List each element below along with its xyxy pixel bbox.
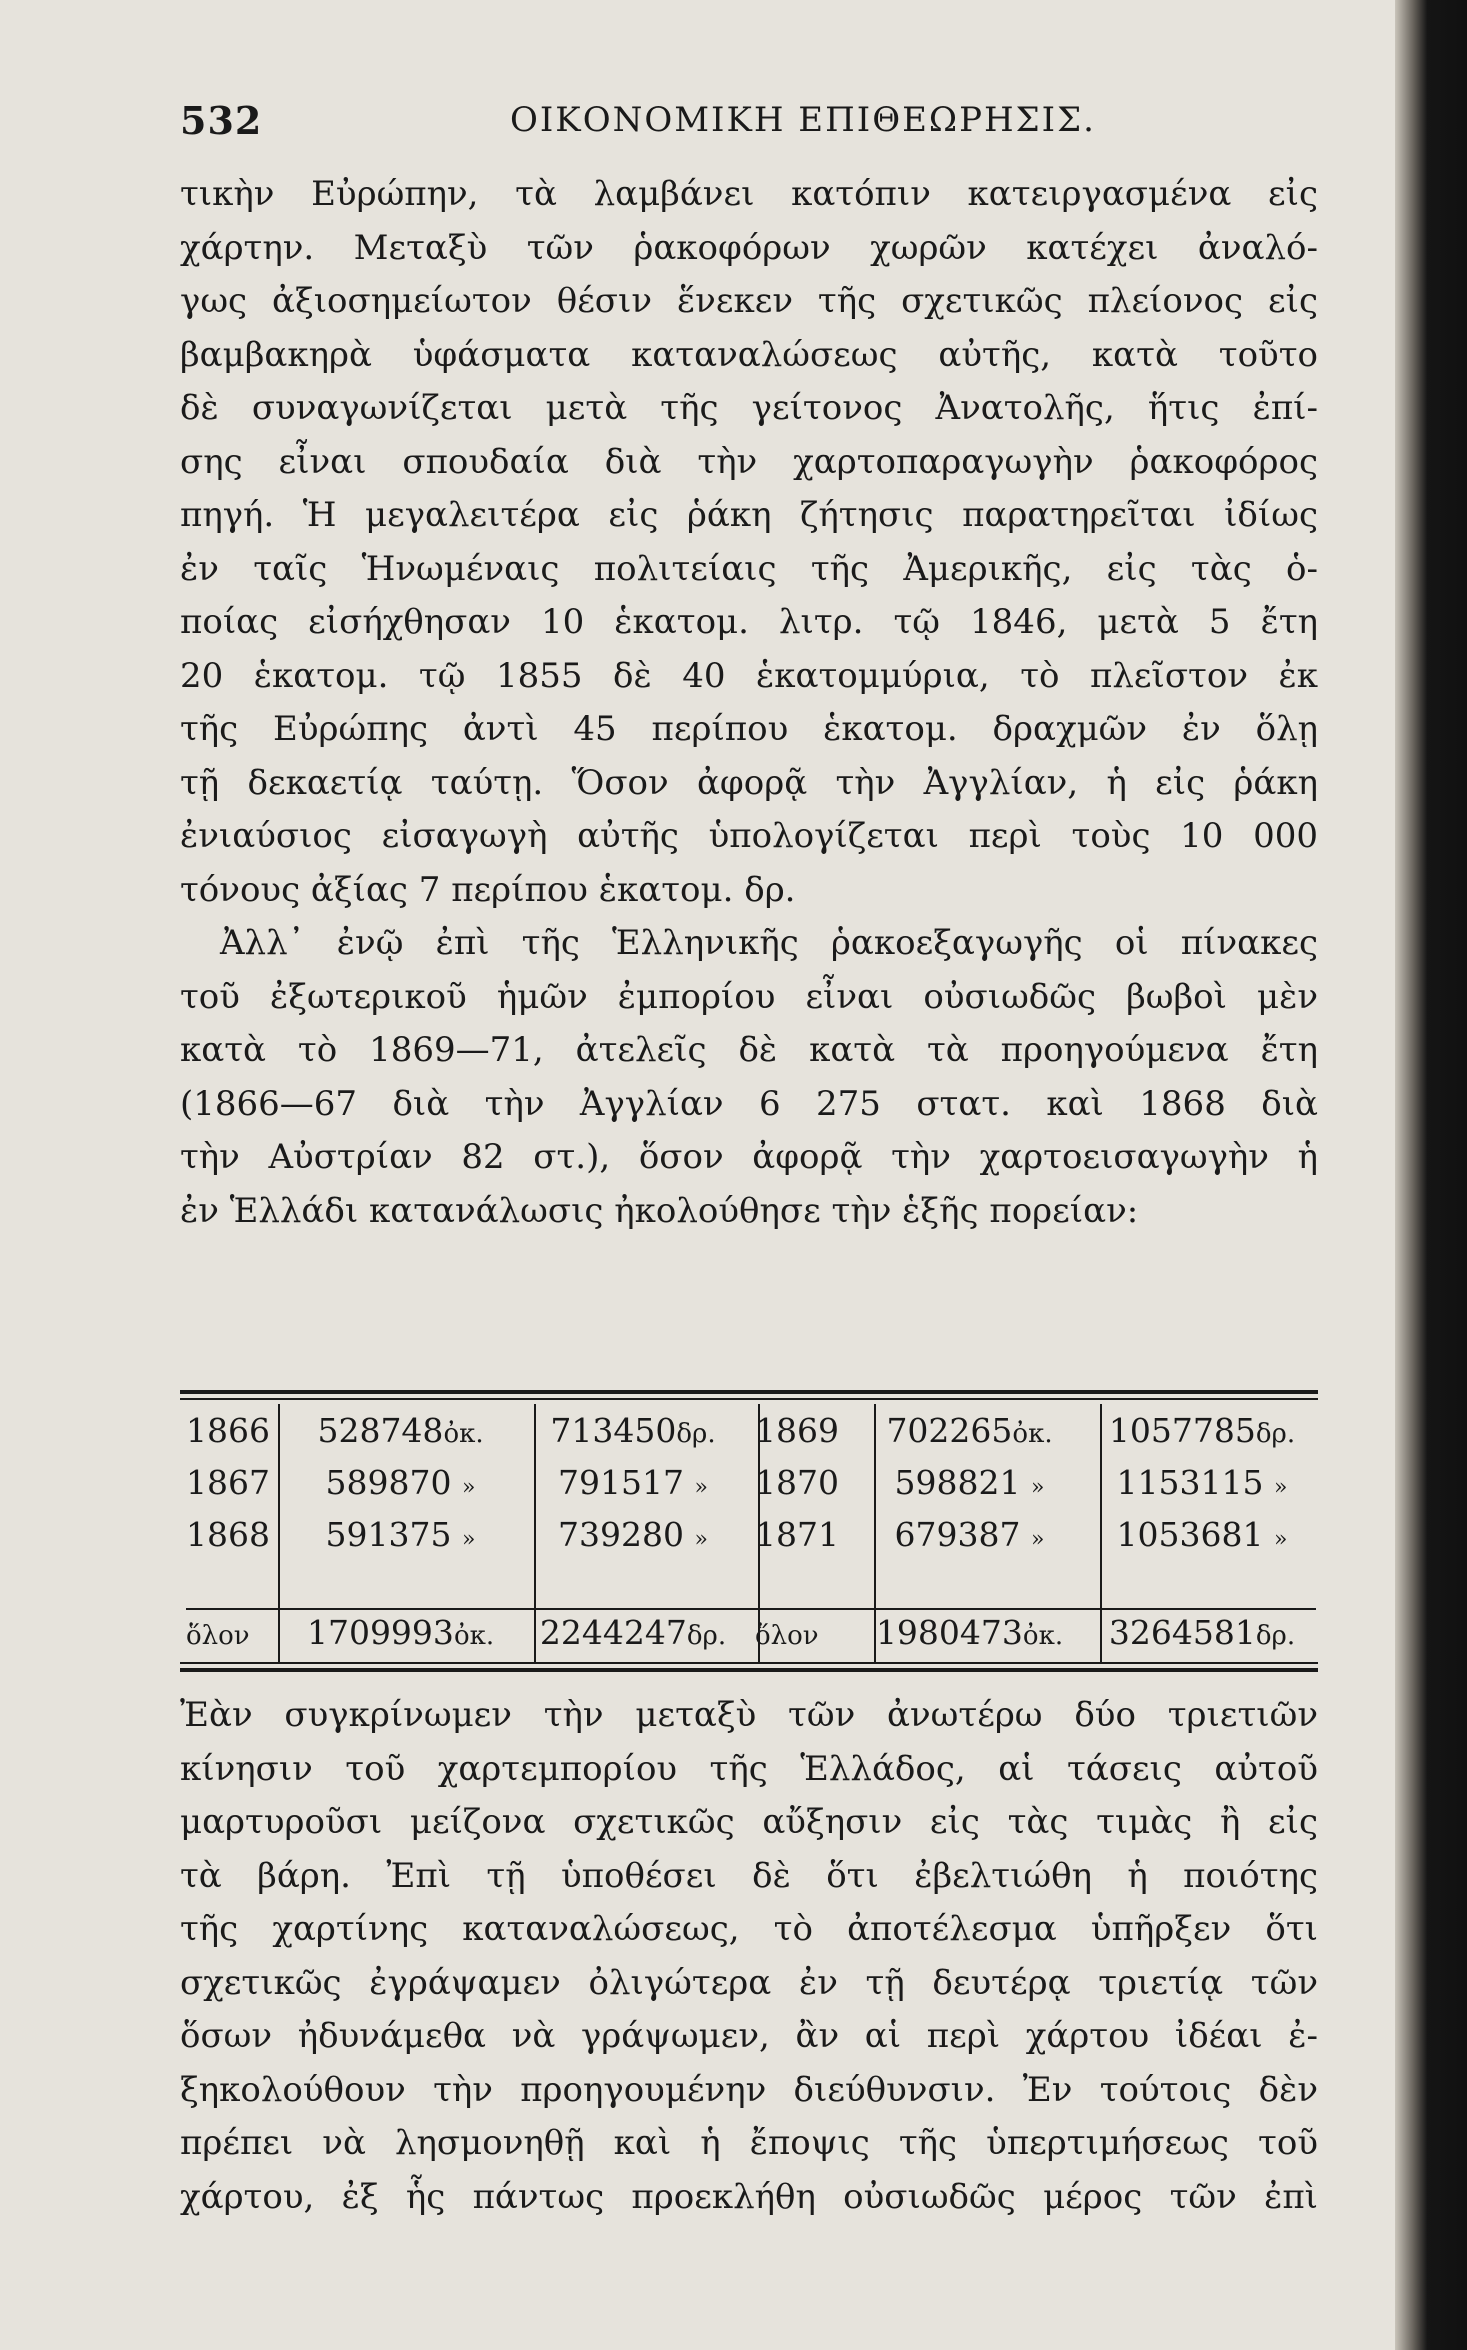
value-cell xyxy=(517,1456,749,1508)
value-amount: 1053681 xyxy=(1116,1514,1264,1554)
text-line: γως ἀξιοσημείωτον θέσιν ἕνεκεν τῆς σχετικῶς πλείονος εἰς xyxy=(180,281,1318,321)
unit-label: ὀκ. xyxy=(443,1418,484,1449)
text-line: ξηκολούθουν τὴν προηγουμένην διεύθυνσιν. Ἐν τούτοις δὲν xyxy=(180,2069,1318,2110)
page-number: 532 xyxy=(180,98,263,143)
running-title: ΟΙΚΟΝΟΜΙΚΗ ΕΠΙΘΕΩΡΗΣΙΣ. xyxy=(510,100,1096,140)
quantity-value: 591375 xyxy=(325,1514,452,1554)
ditto-mark: » xyxy=(694,1526,708,1552)
ditto-mark: » xyxy=(1274,1474,1288,1500)
unit-label: δρ. xyxy=(686,1621,727,1651)
year-cell: 1869 xyxy=(754,1410,839,1450)
table-total-rule xyxy=(186,1608,1316,1610)
quantity-value: 702265 xyxy=(886,1410,1013,1450)
text-line: κίνησιν τοῦ χαρτεμπορίου τῆς Ἑλλάδος, αἱ τάσεις αὐτοῦ xyxy=(180,1748,1318,1789)
ditto-mark: » xyxy=(1031,1526,1045,1552)
ditto-mark: » xyxy=(462,1474,476,1500)
text-line: βαμβακηρὰ ὑφάσματα καταναλώσεως αὐτῆς, κατὰ τοῦτο xyxy=(180,334,1318,375)
table-row xyxy=(180,1404,1318,1456)
quantity-cell xyxy=(284,1508,517,1560)
text-line: ἐν Ἑλλάδι κατανάλωσις ἠκολούθησε τὴν ἑξῆς πορείαν: xyxy=(180,1190,1139,1231)
value-amount: 791517 xyxy=(558,1462,685,1502)
total-quantity-cell xyxy=(853,1560,1086,1652)
text-line: σης εἶναι σπουδαία διὰ τὴν χαρτοπαραγωγὴν ῥακοφόρος xyxy=(180,441,1318,482)
text-line: τόνους ἀξίας 7 περίπου ἑκατομ. δρ. xyxy=(180,869,796,910)
total-label-text: ὅλον xyxy=(186,1621,250,1651)
paper-import-table xyxy=(180,1390,1318,1680)
text-line: κατὰ τὸ 1869—71, ἀτελεῖς δὲ κατὰ τὰ προηγούμενα ἔτη xyxy=(180,1030,1318,1070)
total-label xyxy=(749,1560,853,1652)
ditto-mark: » xyxy=(1031,1474,1045,1500)
text-line: τῆς χαρτίνης καταναλώσεως, τὸ ἀποτέλεσμα ὑπῆρξεν ὅτι xyxy=(180,1909,1318,1949)
unit-label: ὀκ. xyxy=(453,1621,495,1651)
quantity-cell xyxy=(284,1456,517,1508)
unit-label: ὀκ. xyxy=(1012,1418,1053,1449)
text-line: μαρτυροῦσι μείζονα σχετικῶς αὔξησιν εἰς τὰς τιμὰς ἢ εἰς xyxy=(180,1802,1318,1842)
quantity-value: 679387 xyxy=(894,1514,1021,1554)
table-bottom-rule xyxy=(180,1668,1318,1672)
quantity-value: 589870 xyxy=(325,1462,452,1502)
unit-label: δρ. xyxy=(1255,1418,1296,1449)
year-cell: 1866 xyxy=(186,1410,270,1450)
unit-label: δρ. xyxy=(1255,1621,1296,1651)
body-text-top xyxy=(180,168,1318,1238)
paragraph-3 xyxy=(180,1689,1318,2224)
text-line: τὰ βάρη. Ἐπὶ τῇ ὑποθέσει δὲ ὅτι ἐβελτιώθη ἡ ποιότης xyxy=(180,1855,1318,1896)
text-line: τῆς Εὐρώπης ἀντὶ 45 περίπου ἑκατομ. δραχμῶν ἐν ὅλῃ xyxy=(180,709,1318,749)
quantity-cell xyxy=(853,1508,1086,1560)
text-line: σχετικῶς ἐγράψαμεν ὀλιγώτερα ἐν τῇ δευτέρᾳ τριετίᾳ τῶν xyxy=(180,1962,1318,2003)
page-header xyxy=(180,98,1310,148)
paragraph-2 xyxy=(180,917,1318,1238)
total-quantity: 1709993 xyxy=(306,1613,454,1652)
table-top-rule xyxy=(180,1390,1318,1394)
table-total-row xyxy=(180,1560,1318,1652)
value-amount: 1057785 xyxy=(1108,1410,1256,1450)
stats-table xyxy=(180,1404,1318,1652)
year-cell: 1867 xyxy=(186,1462,270,1502)
total-value-cell xyxy=(1086,1560,1318,1652)
value-cell xyxy=(517,1404,749,1456)
ditto-mark: » xyxy=(462,1526,476,1552)
body-text-bottom xyxy=(180,1689,1318,2224)
value-amount: 713450 xyxy=(550,1410,677,1450)
text-line: χάρτου, ἐξ ἧς πάντως προεκλήθη οὐσιωδῶς μέρος τῶν ἐπὶ xyxy=(180,2176,1318,2217)
total-label xyxy=(180,1560,284,1652)
year-cell: 1871 xyxy=(754,1514,839,1554)
total-value: 2244247 xyxy=(539,1613,687,1652)
paragraph-1 xyxy=(180,168,1318,917)
total-quantity: 1980473 xyxy=(875,1613,1023,1652)
year-cell: 1870 xyxy=(754,1462,839,1502)
value-cell xyxy=(1086,1508,1318,1560)
text-line: ὅσων ἠδυνάμεθα νὰ γράψωμεν, ἂν αἱ περὶ χάρτου ἰδέαι ἐ- xyxy=(180,2016,1318,2056)
text-line: ἐν ταῖς Ἡνωμέναις πολιτείαις τῆς Ἀμερικῆς, εἰς τὰς ὁ- xyxy=(180,548,1318,589)
value-cell xyxy=(1086,1404,1318,1456)
text-line: τοῦ ἐξωτερικοῦ ἡμῶν ἐμπορίου εἶναι οὐσιωδῶς βωβοὶ μὲν xyxy=(180,976,1318,1017)
quantity-value: 528748 xyxy=(317,1410,444,1450)
quantity-value: 598821 xyxy=(894,1462,1021,1502)
total-value-cell xyxy=(517,1560,749,1652)
text-line: δὲ συναγωνίζεται μετὰ τῆς γείτονος Ἀνατολῆς, ἥτις ἐπί- xyxy=(180,388,1318,428)
text-line: πηγή. Ἡ μεγαλειτέρα εἰς ῥάκη ζήτησις παρατηρεῖται ἰδίως xyxy=(180,495,1318,535)
quantity-cell xyxy=(284,1404,517,1456)
quantity-cell xyxy=(853,1456,1086,1508)
total-quantity-cell xyxy=(284,1560,517,1652)
unit-label: ὀκ. xyxy=(1022,1621,1064,1651)
year-cell: 1868 xyxy=(186,1514,270,1554)
text-line: τὴν Αὐστρίαν 82 στ.), ὅσον ἀφορᾷ τὴν χαρτοεισαγωγὴν ἡ xyxy=(180,1137,1318,1177)
total-label-text: ὅλον xyxy=(754,1621,819,1651)
text-line: 20 ἑκατομ. τῷ 1855 δὲ 40 ἑκατομμύρια, τὸ πλεῖστον ἐκ xyxy=(180,655,1318,696)
text-line: Ἐὰν συγκρίνωμεν τὴν μεταξὺ τῶν ἀνωτέρω δύο τριετιῶν xyxy=(180,1695,1318,1735)
ditto-mark: » xyxy=(694,1474,708,1500)
text-line: ἐνιαύσιος εἰσαγωγὴ αὐτῆς ὑπολογίζεται περὶ τοὺς 10 000 xyxy=(180,816,1318,856)
value-cell xyxy=(517,1508,749,1560)
quantity-cell xyxy=(853,1404,1086,1456)
table-row xyxy=(180,1456,1318,1508)
text-line: (1866—67 διὰ τὴν Ἀγγλίαν 6 275 στατ. καὶ 1868 διὰ xyxy=(180,1083,1318,1124)
value-amount: 1153115 xyxy=(1116,1462,1264,1502)
ditto-mark: » xyxy=(1274,1526,1288,1552)
text-line: Ἀλλ᾽ ἐνῷ ἐπὶ τῆς Ἑλληνικῆς ῥακοεξαγωγῆς οἱ πίνακες xyxy=(220,923,1318,963)
value-cell xyxy=(1086,1456,1318,1508)
text-line: χάρτην. Μεταξὺ τῶν ῥακοφόρων χωρῶν κατέχει ἀναλό- xyxy=(180,227,1318,268)
text-line: ποίας εἰσήχθησαν 10 ἑκατομ. λιτρ. τῷ 1846, μετὰ 5 ἔτη xyxy=(180,602,1318,642)
table-row xyxy=(180,1508,1318,1560)
unit-label: δρ. xyxy=(676,1418,716,1449)
book-spine-shadow xyxy=(1395,0,1467,2350)
text-line: τῇ δεκαετίᾳ ταύτῃ. Ὅσον ἀφορᾷ τὴν Ἀγγλίαν, ἡ εἰς ῥάκη xyxy=(180,762,1318,803)
value-amount: 739280 xyxy=(558,1514,685,1554)
table-bottom-rule-thin xyxy=(180,1662,1318,1664)
text-line: τικὴν Εὐρώπην, τὰ λαμβάνει κατόπιν κατειργασμένα εἰς xyxy=(180,174,1318,214)
text-line: πρέπει νὰ λησμονηθῇ καὶ ἡ ἔποψις τῆς ὑπερτιμήσεως τοῦ xyxy=(180,2123,1318,2163)
table-top-rule-thin xyxy=(180,1398,1318,1400)
total-value: 3264581 xyxy=(1108,1613,1256,1652)
